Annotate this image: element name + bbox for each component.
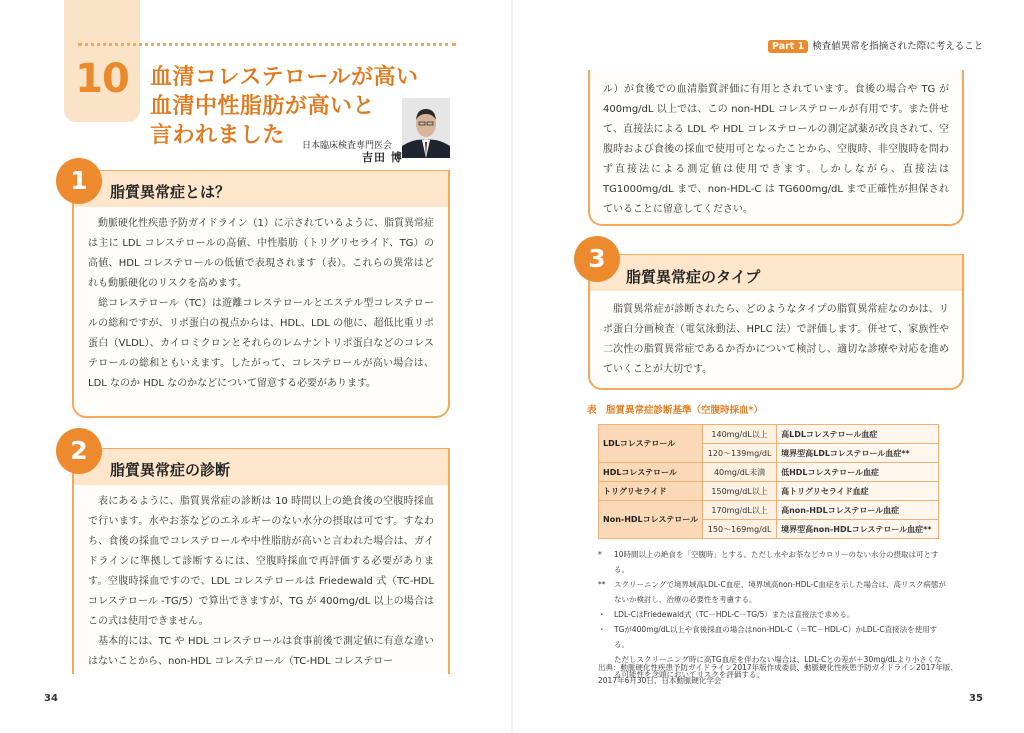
diagnosis-criteria-table	[598, 424, 939, 539]
note-text: LDL-CはFriedewald式（TC－HDL-C－TG/5）または直接法で求める。	[614, 610, 855, 619]
author-photo	[402, 98, 450, 158]
author-portrait-image	[402, 98, 450, 158]
table-category-cell: トリグリセライド	[599, 482, 703, 501]
table-category-cell: HDLコレステロール	[599, 463, 703, 482]
table-category-cell: LDLコレステロール	[599, 425, 703, 463]
section-1-heading: 脂質異常症とは？	[110, 183, 231, 201]
table-row	[599, 501, 939, 520]
note-marker: ・	[598, 610, 606, 619]
section-2-number: 2	[56, 428, 102, 474]
author-affiliation: 日本臨床検査専門医会	[302, 141, 393, 151]
running-head-text: 検査値異常を指摘された際に考えること	[812, 41, 984, 52]
chapter-number: 10	[75, 56, 129, 102]
chapter-title-line-3: 言われました	[150, 123, 286, 148]
table-row	[599, 482, 939, 501]
note-text: ただしスクリーニング時に高TG血症を伴わない場合は、LDL-Cとの差が＋30mg/dLより小さくなる可能性を念頭においてリスクを評価する。	[614, 655, 942, 679]
title-dotted-rule	[78, 43, 456, 46]
table-label-cell: 境界型高LDLコレステロール血症**	[777, 444, 939, 463]
table-caption: 表 脂質異常症診断基準（空腹時採血*）	[587, 405, 763, 416]
note-text: スクリーニングで境界域高LDL-C血症、境界域高non-HDL-C血症を示した場合は、高リスク病態がないか検討し、治療の必要性を考慮する。	[614, 580, 946, 604]
section-3-number: 3	[574, 236, 620, 282]
table-label-cell: 低HDLコレステロール血症	[777, 463, 939, 482]
table-label-cell: 境界型高non-HDLコレステロール血症**	[777, 520, 939, 539]
section-2-body	[88, 492, 434, 672]
table-row	[599, 463, 939, 482]
table-value-cell: 40mg/dL未満	[703, 463, 777, 482]
section-1-paragraph-1: 動脈硬化性疾患予防ガイドライン（1）に示されているように、脂質異常症は主に LDL コレステロールの高値、中性脂肪（トリグリセライド、TG）の高値、HDL コレステロールの低値で表現されます（表）。これらの異常はどれも動脈硬化のリスクを高めます。	[88, 218, 434, 289]
table-value-cell: 170mg/dL以上	[703, 501, 777, 520]
section-3-paragraph-1: 脂質異常症が診断されたら、どのようなタイプの脂質異常症なのかは、リポ蛋白分画検査（電気泳動法、HPLC 法）で評価します。併せて、家族性や二次性の脂質異常症であるか否かについて検討し、適切な診療や対応を進めていくことが大切です。	[603, 304, 949, 375]
section-1-number: 1	[56, 158, 102, 204]
table-category-cell: Non-HDLコレステロール	[599, 501, 703, 539]
section-2-heading: 脂質異常症の診断	[110, 461, 231, 479]
note-text: TGが400mg/dL以上や食後採血の場合はnon-HDL-C（＝TC－HDL-C）かLDL-C直接法を使用する。	[614, 625, 938, 649]
table-label-cell: 高トリグリセライド血症	[777, 482, 939, 501]
note-marker: *	[598, 550, 602, 559]
page-number-left: 34	[44, 693, 58, 704]
section-2-paragraph-2: 基本的には、TC や HDL コレステロールは食事前後で測定値に有意な違いはないことから、non-HDL コレステロール（TC-HDL コレステロー	[88, 636, 434, 667]
table-label-cell: 高LDLコレステロール血症	[777, 425, 939, 444]
table-source: 出典：動脈硬化性疾患予防ガイドライン2017年版作成委員、動脈硬化性疾患予防ガイドライン2017年版、2017年6月30日、日本動脈硬化学会	[598, 663, 958, 685]
section-2-paragraph-1: 表にあるように、脂質異常症の診断は 10 時間以上の絶食後の空腹時採血で行います。水やお茶などのエネルギーのない水分の摂取は可です。すなわち、食後の採血でコレステロールや中性脂肪が高いと言われた場合は、ガイドラインに準拠して診断するには、空腹時採血で再評価する必要があります。空腹時採血ですので、LDL コレステロールは Friedewald 式（TC-HDL コレステロール -TG/5）で算出できますが、TG が 400mg/dL 以上の場合はこの式は使用できません。	[88, 496, 434, 627]
table-value-cell: 120～139mg/dL	[703, 444, 777, 463]
table-note	[598, 622, 948, 652]
section-2-continuation-body: ル）が食後での血清脂質評価に有用とされています。食後の場合や TG が 400mg/dL 以上では、この non-HDL コレステロールが有用です。また併せて、直接法による LDL や HDL コレステロールの測定試薬が改良されて、空腹時および食後の採血で使用可となったことから、空腹時、非空腹時を問わず直接法による測定値は使用できます。しかしながら、直接法は TG1000mg/dL まで、non-HDL-C は TG600mg/dL まで正確性が担保されていることに留意してください。	[603, 84, 949, 215]
table-value-cell: 140mg/dL以上	[703, 425, 777, 444]
table-note	[598, 577, 948, 607]
chapter-title-line-1: 血清コレステロールが高い	[150, 65, 419, 90]
note-marker: **	[598, 580, 606, 589]
section-1-body	[88, 214, 434, 394]
running-head	[768, 38, 983, 53]
page-number-right: 35	[969, 693, 983, 704]
note-marker: ・	[598, 625, 606, 634]
chapter-title-line-2: 血清中性脂肪が高いと	[150, 94, 376, 119]
note-text: 10時間以上の絶食を「空腹時」とする。ただし水やお茶などカロリーのない水分の摂取は可とする。	[614, 550, 939, 574]
table-value-cell: 150～169mg/dL	[703, 520, 777, 539]
table-note	[598, 607, 948, 622]
table-row	[599, 425, 939, 444]
author-name: 吉田 博	[362, 151, 403, 164]
section-3-heading: 脂質異常症のタイプ	[626, 268, 761, 286]
table-note	[598, 547, 948, 577]
section-1-paragraph-2: 総コレステロール（TC）は遊離コレステロールとエステル型コレステロールの総和ですが、リポ蛋白の視点からは、HDL、LDL の他に、超低比重リポ蛋白（VLDL）、カイロミクロンとそれらのレムナントリポ蛋白などのコレステロールの総和ともいえます。したがって、コレステロールが高い場合は、LDL なのか HDL なのかなどについて留意する必要があります。	[88, 298, 434, 389]
table-label-cell: 高non-HDLコレステロール血症	[777, 501, 939, 520]
table-value-cell: 150mg/dL以上	[703, 482, 777, 501]
part-badge: Part 1	[768, 40, 808, 53]
section-3-body	[603, 300, 949, 380]
